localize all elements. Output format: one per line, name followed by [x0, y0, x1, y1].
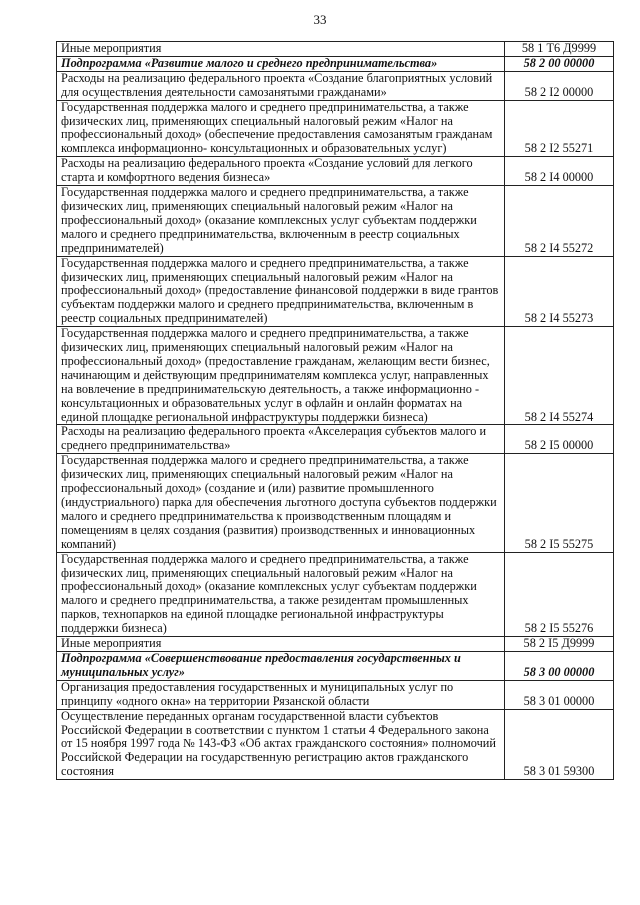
row-name: Государственная поддержка малого и среднего предпринимательства, а также физических лиц, применяющих специальный налоговый режим «Налог на профессиональный доход» (оказание комплексных услуг субъектам поддержки малого и среднего предпринимательства, а также резидентам промышленных парков, технопарков на единой площадке региональной инфраструктуры поддержки бизнеса) — [57, 552, 505, 636]
row-code: 58 1 Т6 Д9999 — [505, 42, 614, 57]
table-row — [57, 186, 614, 257]
row-name: Расходы на реализацию федерального проекта «Акселерация субъектов малого и среднего предпринимательства» — [57, 425, 505, 454]
row-name: Подпрограмма «Совершенствование предоставления государственных и муниципальных услуг» — [57, 651, 505, 680]
table-row — [57, 157, 614, 186]
table-row — [57, 100, 614, 157]
row-name: Расходы на реализацию федерального проекта «Создание условий для легкого старта и комфортного ведения бизнеса» — [57, 157, 505, 186]
table-row — [57, 425, 614, 454]
row-code: 58 3 01 00000 — [505, 680, 614, 709]
row-code: 58 2 I4 55274 — [505, 327, 614, 425]
row-name: Осуществление переданных органам государственной власти субъектов Российской Федерации в соответствии с пунктом 1 статьи 4 Федерального закона от 15 ноября 1997 года № 143-ФЗ «Об актах гражданского состояния» полномочий Российской Федерации на государственную регистрацию актов гражданского состояния — [57, 709, 505, 780]
page-number: 33 — [313, 12, 327, 27]
row-code: 58 2 I4 55272 — [505, 186, 614, 257]
row-name: Государственная поддержка малого и среднего предпринимательства, а также физических лиц, применяющих специальный налоговый режим «Налог на профессиональный доход» (предоставление гражданам, желающим вести бизнес, начинающим и действующим предпринимателям комплекса услуг, направленных на вовлечение в предпринимательскую деятельность, а также информационно - консультационных и образовательных услуг в офлайн и онлайн форматах на единой площадке региональной инфраструктуры поддержки бизнеса) — [57, 327, 505, 425]
table-row — [57, 454, 614, 552]
table-row — [57, 71, 614, 100]
row-name: Государственная поддержка малого и среднего предпринимательства, а также физических лиц, применяющих специальный налоговый режим «Налог на профессиональный доход» (создание и (или) развитие промышленного (индустриального) парка для обеспечения льготного доступа субъектов поддержки малого и среднего предпринимательства к производственным площадям и помещениям в целях создания (развития) производственных и инновационных компаний) — [57, 454, 505, 552]
row-code: 58 2 I4 55273 — [505, 256, 614, 327]
row-name: Государственная поддержка малого и среднего предпринимательства, а также физических лиц, применяющих специальный налоговый режим «Налог на профессиональный доход» (обеспечение предоставления самозанятым гражданам комплекса информационно- консультационных и образовательных услуг) — [57, 100, 505, 157]
row-code: 58 2 I5 00000 — [505, 425, 614, 454]
row-code: 58 2 00 00000 — [505, 56, 614, 71]
row-name: Подпрограмма «Развитие малого и среднего предпринимательства» — [57, 56, 505, 71]
row-code: 58 2 I5 Д9999 — [505, 637, 614, 652]
table-row — [57, 709, 614, 780]
row-name: Расходы на реализацию федерального проекта «Создание благоприятных условий для осуществления деятельности самозанятыми гражданами» — [57, 71, 505, 100]
table-row — [57, 256, 614, 327]
row-name: Государственная поддержка малого и среднего предпринимательства, а также физических лиц, применяющих специальный налоговый режим «Налог на профессиональный доход» (предоставление финансовой поддержки в виде грантов субъектам поддержки малого и среднего предпринимательства, включенным в реестр социальных предпринимателей) — [57, 256, 505, 327]
table-row — [57, 327, 614, 425]
row-code: 58 2 I5 55275 — [505, 454, 614, 552]
row-name: Иные мероприятия — [57, 42, 505, 57]
row-code: 58 2 I2 00000 — [505, 71, 614, 100]
table-row — [57, 56, 614, 71]
row-code: 58 2 I5 55276 — [505, 552, 614, 636]
budget-classification-table — [56, 41, 614, 780]
row-name: Иные мероприятия — [57, 637, 505, 652]
row-code: 58 2 I2 55271 — [505, 100, 614, 157]
row-code: 58 3 00 00000 — [505, 651, 614, 680]
table-row — [57, 552, 614, 636]
row-code: 58 3 01 59300 — [505, 709, 614, 780]
row-name: Организация предоставления государственных и муниципальных услуг по принципу «одного окна» на территории Рязанской области — [57, 680, 505, 709]
table-row — [57, 651, 614, 680]
row-name: Государственная поддержка малого и среднего предпринимательства, а также физических лиц, применяющих специальный налоговый режим «Налог на профессиональный доход» (оказание комплексных услуг субъектам поддержки малого и среднего предпринимательства, включенным в реестр социальных предпринимателей) — [57, 186, 505, 257]
row-code: 58 2 I4 00000 — [505, 157, 614, 186]
table-row — [57, 637, 614, 652]
table-row — [57, 680, 614, 709]
table-row — [57, 42, 614, 57]
